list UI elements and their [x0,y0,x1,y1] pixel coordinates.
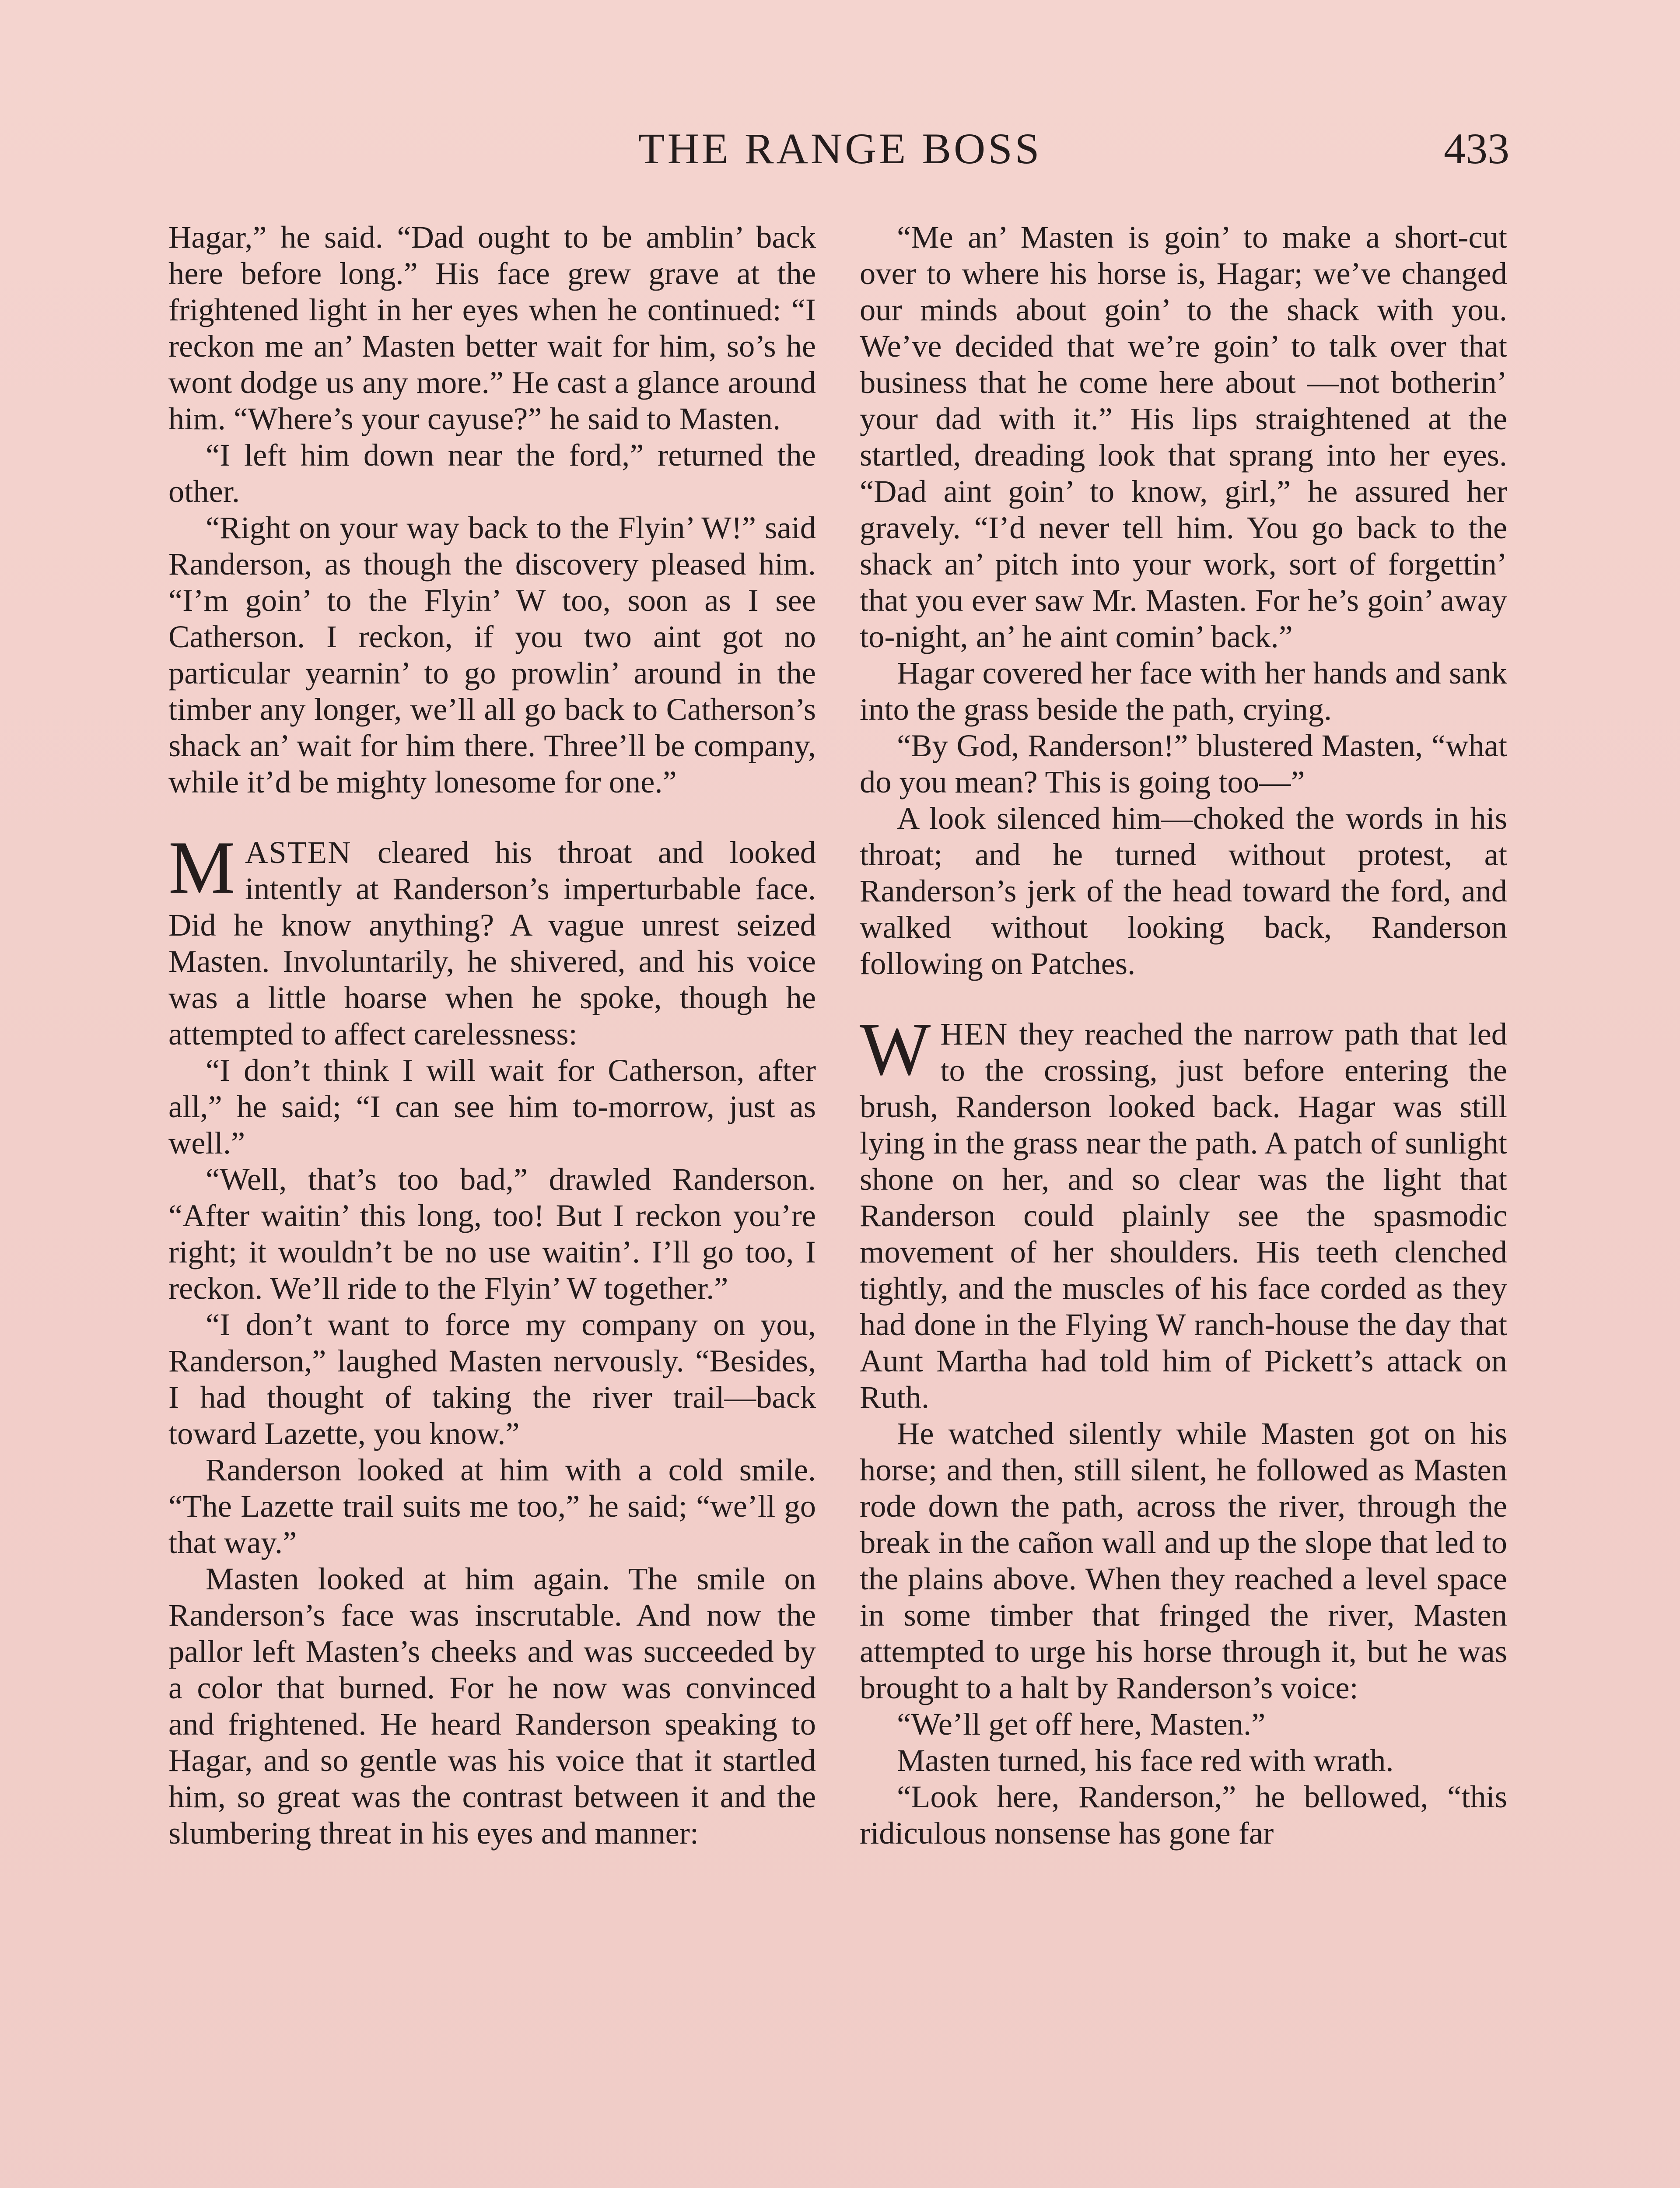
paragraph: He watched silently while Masten got on his horse; and then, still silent, he followed as Masten rode down the path, across the river, through the break in the cañon wall and up the slope that led to the plains above. When they reached a level space in some timber that fringed the river, Masten attempted to urge his horse through it, but he was brought to a halt by Randerson’s voice: [860,1416,1507,1705]
paragraph: “By God, Randerson!” blustered Masten, “what do you mean? This is going too—” [860,728,1507,799]
page-number: 433 [1444,124,1509,173]
paragraph: “I don’t think I will wait for Catherson, after all,” he said; “I can see him to-morrow, just as well.” [168,1052,816,1161]
paragraph: “I left him down near the ford,” returned the other. [168,437,816,509]
section-opening-paragraph [168,826,816,1052]
paragraph: “I don’t want to force my company on you, Randerson,” laughed Masten nervously. “Besides, I had thought of taking the river trail—back toward Lazette, you know.” [168,1307,816,1451]
drop-cap: W [860,1008,931,1091]
opening-word: HEN [940,1016,1008,1052]
paragraph-text: cleared his throat and looked intently at Randerson’s imperturbable face. Did he know anything? A vague unrest seized Masten. Involuntarily, he shivered, and his voice was a little hoarse when he spoke, though he attempted to affect carelessness: [168,835,816,1052]
left-column [168,219,816,1851]
page-title: THE RANGE BOSS [638,124,1042,173]
paragraph: Masten turned, his face red with wrath. [897,1743,1394,1778]
drop-cap: M [168,826,235,909]
paragraph: Masten looked at him again. The smile on Randerson’s face was inscrutable. And now the pallor left Masten’s cheeks and was succeeded by a color that burned. For he now was convinced and frightened. He heard Randerson speaking to Hagar, and so gentle was his voice that it startled him, so great was the contrast between it and the slumbering threat in his eyes and manner: [168,1561,816,1851]
paragraph: Hagar,” he said. “Dad ought to be amblin’ back here before long.” His face grew grave at the frightened light in her eyes when he continued: “I reckon me an’ Masten better wait for him, so’s he wont dodge us any more.” He cast a glance around him. “Where’s your cayuse?” he said to Masten. [168,219,816,436]
paragraph: “We’ll get off here, Masten.” [897,1706,1266,1742]
paragraph: Randerson looked at him with a cold smile. “The Lazette trail suits me too,” he said; “we’ll go that way.” [168,1452,816,1560]
paragraph: “Look here, Randerson,” he bellowed, “this ridiculous nonsense has gone far [860,1779,1507,1851]
paragraph: “Well, that’s too bad,” drawled Randerson. “After waitin’ this long, too! But I reckon you’re right; it wouldn’t be no use waitin’. I’ll go too, I reckon. We’ll ride to the Flyin’ W together.” [168,1161,816,1306]
paragraph: A look silenced him—choked the words in his throat; and he turned without protest, at Randerson’s jerk of the head toward the ford, and walked without looking back, Randerson following on Patches. [860,800,1507,981]
paragraph-text: they reached the narrow path that led to the crossing, just before entering the brush, Randerson looked back. Hagar was still lying in the grass near the path. A patch of sunlight shone on her, and so clear was the light that Randerson could plainly see the spasmodic movement of her shoulders. His teeth clenched tightly, and the muscles of his face corded as they had done in the Flying W ranch-house the day that Aunt Martha had told him of Pickett’s attack on Ruth. [860,1016,1507,1415]
paragraph: “Me an’ Masten is goin’ to make a short-cut over to where his horse is, Hagar; we’ve changed our minds about goin’ to the shack with you. We’ve decided that we’re goin’ to talk over that business that he come here about —not botherin’ your dad with it.” His lips straightened at the startled, dreading look that sprang into her eyes. “Dad aint goin’ to know, girl,” he assured her gravely. “I’d never tell him. You go back to the shack an’ pitch into your work, sort of forgettin’ that you ever saw Mr. Masten. For he’s goin’ away to-night, an’ he aint comin’ back.” [860,219,1507,654]
paragraph: Hagar covered her face with her hands and sank into the grass beside the path, crying. [860,655,1507,727]
right-column [860,219,1507,1851]
paragraph: “Right on your way back to the Flyin’ W!” said Randerson, as though the discovery pleased him. “I’m goin’ to the Flyin’ W too, soon as I see Catherson. I reckon, if you two aint got no particular yearnin’ to go prowlin’ around in the timber any longer, we’ll all go back to Catherson’s shack an’ wait for him there. Three’ll be company, while it’d be mighty lonesome for one.” [168,510,816,799]
opening-word: ASTEN [245,835,352,870]
section-opening-paragraph [860,1008,1507,1415]
running-head [171,123,1509,179]
